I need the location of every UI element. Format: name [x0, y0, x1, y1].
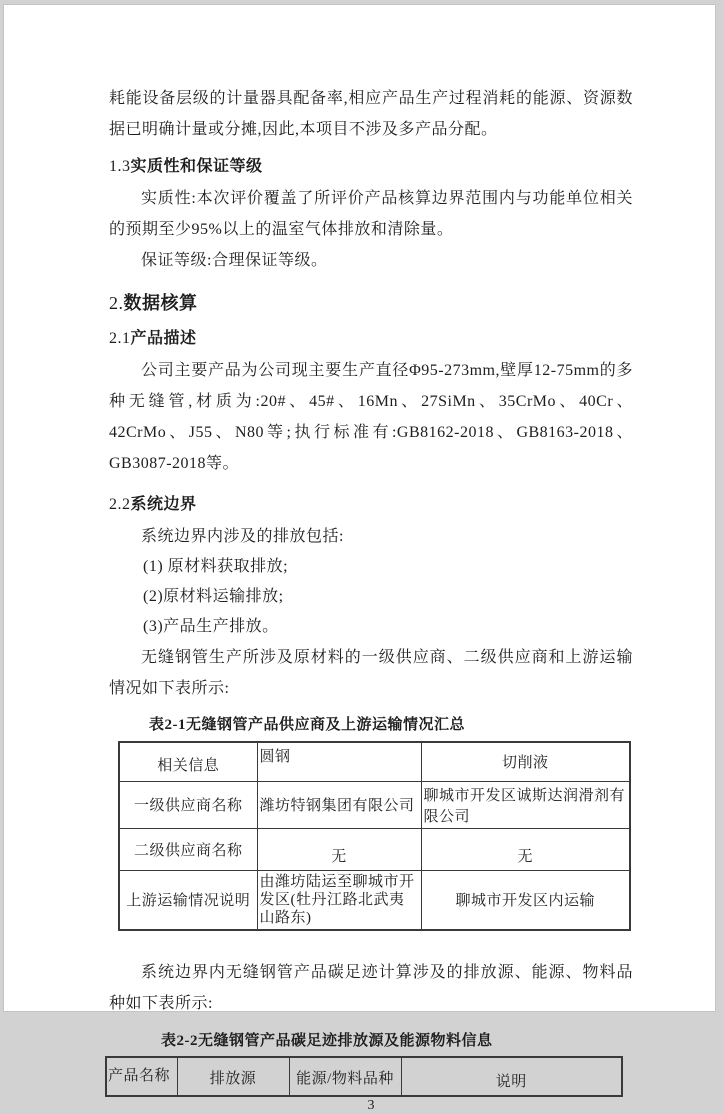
heading-2 [109, 289, 633, 315]
table-cell-tier2-steel: 无 [257, 828, 421, 870]
heading-1-3 [109, 153, 633, 176]
paragraph-intro: 耗能设备层级的计量器具配备率,相应产品生产过程消耗的能源、资源数据已明确计量或分摊,因此,本项目不涉及多产品分配。 [109, 90, 633, 138]
heading-2-number: 2. [109, 293, 124, 313]
table-cell-transport-steel: 由潍坊陆运至聊城市开发区(牡丹江路北武夷山路东) [257, 870, 421, 930]
table-2-2-title: 表2-2无缝钢管产品碳足迹排放源及能源物料信息 [161, 1032, 493, 1049]
table-cell-transport-fluid: 聊城市开发区内运输 [421, 870, 630, 930]
table-cell-round-steel: 圆钢 [257, 742, 421, 781]
heading-2-2-text: 系统边界 [130, 496, 197, 513]
paragraph-substance: 实质性:本次评价覆盖了所评价产品核算边界范围内与功能单位相关的预期至少95%以上的温室气体排放和清除量。 [109, 190, 633, 238]
list-item-2: (2)原材料运输排放; [143, 588, 284, 605]
heading-1-3-number: 1.3 [109, 158, 131, 175]
heading-2-1-number: 2.1 [109, 330, 131, 347]
paragraph-emissions: 系统边界内无缝钢管产品碳足迹计算涉及的排放源、能源、物料品种如下表所示: [109, 963, 633, 1012]
table-cell-tier2-fluid: 无 [421, 828, 630, 870]
table-cell-tier2-label: 二级供应商名称 [119, 828, 257, 870]
table-cell-related-info: 相关信息 [119, 742, 257, 781]
table-cell-emission-source: 排放源 [177, 1057, 289, 1096]
document-page [3, 4, 716, 1113]
paragraph-product: 公司主要产品为公司现主要生产直径Φ95-273mm,壁厚12-75mm的多种无缝管,材质为:20#、45#、16Mn、27SiMn、35CrMo、40Cr、42CrMo、J55、N80等;执行标准有:GB8162-2018、GB8163-2018、GB3087-2018等。 [109, 362, 633, 472]
heading-2-2 [109, 491, 633, 514]
list-item-1: (1) 原材料获取排放; [143, 558, 289, 575]
table-cell-description: 说明 [401, 1057, 622, 1096]
table-emission-sources [105, 1056, 623, 1097]
table-cell-transport-label: 上游运输情况说明 [119, 870, 257, 930]
paragraph-boundary: 系统边界内涉及的排放包括: [141, 528, 344, 545]
table-cell-energy-material: 能源/物料品种 [289, 1057, 401, 1096]
page-content [109, 83, 633, 1114]
heading-2-2-number: 2.2 [109, 496, 131, 513]
heading-2-1-text: 产品描述 [130, 330, 197, 347]
table-2-1-title: 表2-1无缝钢管产品供应商及上游运输情况汇总 [149, 717, 465, 733]
table-cell-product-name: 产品名称 [106, 1057, 177, 1096]
table-cell-tier1-fluid: 聊城市开发区诚斯达润滑剂有限公司 [421, 781, 630, 828]
heading-1-3-text: 实质性和保证等级 [130, 158, 263, 175]
table-cell-tier1-steel: 潍坊特钢集团有限公司 [257, 781, 421, 828]
heading-2-text: 数据核算 [123, 293, 198, 313]
table-row [119, 870, 630, 930]
table-cell-tier1-label: 一级供应商名称 [119, 781, 257, 828]
table-row [119, 828, 630, 870]
table-row [119, 742, 630, 781]
list-item-3: (3)产品生产排放。 [143, 618, 279, 635]
paragraph-suppliers: 无缝钢管生产所涉及原材料的一级供应商、二级供应商和上游运输情况如下表所示: [109, 649, 633, 697]
table-row [119, 781, 630, 828]
table-header-row [106, 1057, 622, 1096]
table-cell-cutting-fluid: 切削液 [421, 742, 630, 781]
page-number: 3 [367, 1097, 375, 1113]
paragraph-assurance: 保证等级:合理保证等级。 [141, 252, 328, 269]
heading-2-1 [109, 325, 633, 348]
table-suppliers [118, 741, 631, 931]
